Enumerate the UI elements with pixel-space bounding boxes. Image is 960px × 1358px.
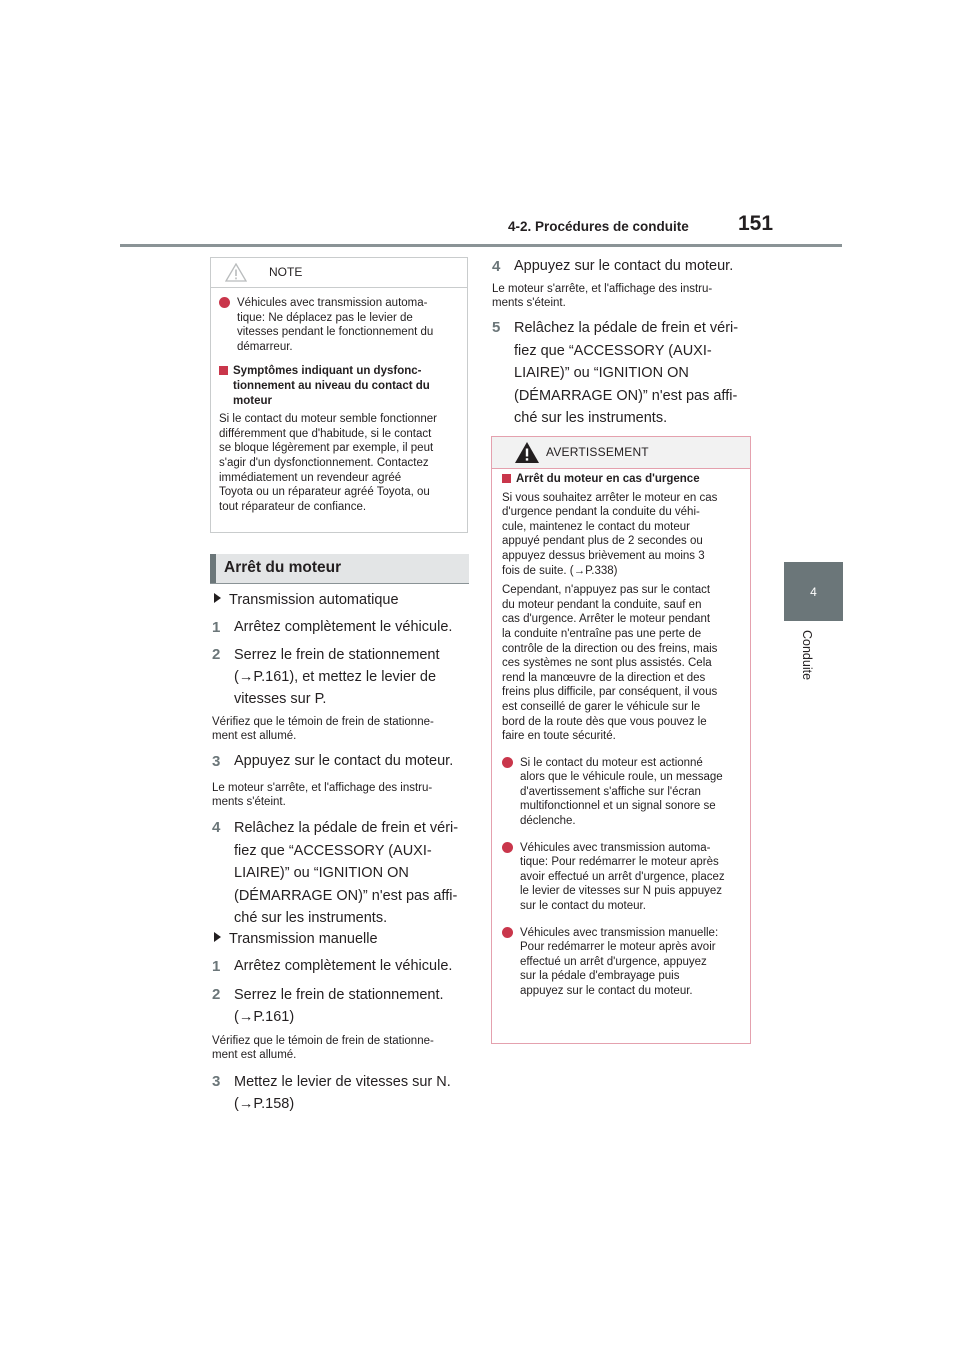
- note-heading-line: Symptômes indiquant un dysfonc-: [233, 365, 422, 378]
- step-number: 2: [212, 986, 221, 1003]
- warning-triangle-icon: [514, 441, 540, 464]
- warning-paragraph: [502, 583, 740, 744]
- note-paragraph-line: Si le contact du moteur semble fonctionner: [219, 413, 437, 426]
- warning-heading: [502, 472, 740, 487]
- warning-line: appuyez sur le contact du moteur.: [520, 985, 693, 997]
- header-rule: [120, 244, 842, 247]
- warning-line: Si le contact du moteur est actionné: [520, 756, 703, 769]
- automatic-transmission-lead: [214, 592, 399, 608]
- section-title: Arrêt du moteur: [224, 559, 342, 576]
- warning-line: contrôle de la direction ou des freins, mais: [502, 642, 718, 655]
- step-number: 3: [212, 1073, 221, 1090]
- warning-heading-line: Arrêt du moteur en cas d'urgence: [516, 473, 700, 485]
- step-line: Mettez le levier de vitesses sur N.: [234, 1074, 451, 1090]
- bullet-dot-icon: [219, 297, 230, 308]
- note-bullet-line: Véhicules avec transmission automa-: [237, 297, 428, 309]
- step-line: ché sur les instruments.: [234, 910, 388, 926]
- step-number: 1: [212, 958, 221, 975]
- note-paragraph-line: immédiatement un revendeur agréé: [219, 471, 402, 484]
- triangle-arrow-icon: [214, 932, 221, 942]
- lead-text: Transmission automatique: [229, 592, 399, 608]
- step-line: Serrez le frein de stationnement.: [234, 987, 444, 1003]
- step-line: Arrêtez complètement le véhicule.: [234, 958, 453, 974]
- caption-line: Le moteur s'arrête, et l'affichage des instru-: [492, 283, 713, 295]
- note-bullet-line: tique: Ne déplacez pas le levier de: [237, 311, 413, 324]
- step-line: Appuyez sur le contact du moteur.: [514, 258, 734, 274]
- warning-line: tique: Pour redémarrer le moteur après: [520, 856, 719, 869]
- warning-line: Véhicules avec transmission manuelle:: [520, 926, 719, 939]
- warning-line: Cependant, n'appuyez pas sur le contact: [502, 584, 711, 597]
- bullet-dot-icon: [502, 757, 513, 768]
- chapter-label: Conduite: [800, 630, 814, 681]
- step-line: LIAIRE)” ou “IGNITION ON: [234, 865, 409, 881]
- step-number: 3: [212, 753, 221, 770]
- step-line: fiez que “ACCESSORY (AUXI-: [234, 842, 432, 859]
- warning-paragraph: [502, 491, 740, 579]
- warning-title: AVERTISSEMENT: [546, 445, 649, 459]
- warning-line: cas d'urgence. Arrêter le moteur pendant: [502, 613, 711, 626]
- square-bullet-icon: [502, 474, 511, 483]
- warning-line: d'urgence pendant la conduite du véhi-: [502, 506, 700, 519]
- step-line: (→P.158): [234, 1096, 295, 1112]
- step-line: vitesses sur P.: [234, 691, 327, 707]
- warning-line: Pour redémarrer le moteur après avoir: [520, 941, 716, 954]
- warning-line: multifonctionnel et un signal sonore se: [520, 800, 716, 813]
- step-line: Serrez le frein de stationnement: [234, 647, 440, 663]
- warning-line: bord de la route dès que vous pouvez le: [502, 715, 707, 728]
- bullet-dot-icon: [502, 842, 513, 853]
- note-paragraph-line: différemment que d'habitude, si le contact: [219, 427, 432, 440]
- page-number: 151: [738, 212, 774, 235]
- caption: [212, 716, 434, 743]
- step-number: 4: [212, 819, 221, 836]
- warning-line: sur la pédale d'embrayage puis: [520, 970, 680, 983]
- warning-line: faire en toute sécurité.: [502, 730, 616, 743]
- step-line: (DÉMARRAGE ON)” n'est pas affi-: [514, 387, 738, 404]
- warning-line: effectué un arrêt d'urgence, appuyez: [520, 955, 707, 968]
- manual-transmission-lead: [214, 931, 378, 947]
- caption-line: ments s'éteint.: [492, 296, 566, 309]
- warning-bullet: [502, 926, 740, 999]
- caption: [212, 1035, 434, 1062]
- bullet-dot-icon: [502, 927, 513, 938]
- warning-line: rend la manœuvre de la direction et des: [502, 671, 706, 684]
- section-accent: [210, 554, 216, 583]
- warning-line: appuyez dessus brièvement au moins 3: [502, 549, 705, 562]
- note-bullet: [219, 296, 459, 354]
- step-line: Appuyez sur le contact du moteur.: [234, 753, 454, 769]
- warning-line: ces systèmes ne sont plus assistés. Cela: [502, 657, 712, 670]
- step-number: 4: [492, 258, 501, 275]
- note-heading-line: moteur: [233, 394, 272, 407]
- caption-line: Le moteur s'arrête, et l'affichage des instru-: [212, 782, 433, 794]
- warning-bullet: [502, 756, 740, 829]
- note-paragraph: [219, 412, 459, 514]
- triangle-arrow-icon: [214, 593, 221, 603]
- caption-line: ment est allumé.: [212, 729, 297, 742]
- caption-line: Vérifiez que le témoin de frein de stationne-: [212, 716, 434, 728]
- warning-line: Si vous souhaitez arrêter le moteur en cas: [502, 491, 718, 504]
- warning-line: du moteur pendant la conduite, sauf en: [502, 598, 702, 611]
- warning-box: [491, 436, 751, 1044]
- step-line: ché sur les instruments.: [514, 410, 668, 426]
- warning-line: fois de suite. (→P.338): [502, 564, 618, 577]
- warning-line: avoir effectué un arrêt d'urgence, placez: [520, 870, 725, 883]
- step-line: (→P.161): [234, 1009, 295, 1025]
- step-number: 2: [212, 646, 221, 663]
- caption-line: Vérifiez que le témoin de frein de stationne-: [212, 1035, 434, 1047]
- caption: [212, 782, 432, 809]
- chapter-label-container: [780, 630, 848, 690]
- warning-bullet: [502, 841, 740, 914]
- warning-line: alors que le véhicule roule, un message: [520, 771, 723, 784]
- note-paragraph-line: se bloque légèrement par exemple, il peut: [219, 442, 434, 455]
- section-heading: [210, 554, 469, 583]
- caption: [492, 283, 712, 310]
- step-line: Arrêtez complètement le véhicule.: [234, 619, 453, 635]
- warning-line: cule, maintenez le contact du moteur: [502, 520, 690, 533]
- warning-line: Véhicules avec transmission automa-: [520, 841, 711, 854]
- section-header: 4-2. Procédures de conduite: [508, 219, 689, 234]
- warning-line: freins plus difficile, par conséquent, il vous: [502, 686, 718, 699]
- note-heading-line: tionnement au niveau du contact du: [233, 379, 430, 392]
- note-bullet-line: démarreur.: [237, 340, 293, 353]
- chapter-number: 4: [810, 584, 817, 599]
- step-line: Relâchez la pédale de frein et véri-: [514, 320, 739, 336]
- note-paragraph-line: tout réparateur de confiance.: [219, 500, 367, 513]
- step-line: LIAIRE)” ou “IGNITION ON: [514, 365, 689, 381]
- warning-line: le levier de vitesses sur N puis appuyez: [520, 885, 722, 898]
- caption-line: ments s'éteint.: [212, 795, 286, 808]
- warning-line: déclenche.: [520, 815, 576, 828]
- warning-line: la conduite n'entraîne pas une perte de: [502, 627, 702, 640]
- section-rule: [210, 583, 469, 584]
- warning-header: [492, 437, 750, 469]
- note-bullet-line: vitesses pendant le fonctionnement du: [237, 326, 434, 339]
- caution-triangle-icon: [225, 263, 247, 282]
- square-bullet-icon: [219, 366, 228, 375]
- step-line: Relâchez la pédale de frein et véri-: [234, 820, 459, 836]
- warning-line: d'avertissement s'affiche sur l'écran: [520, 785, 701, 798]
- step-line: (DÉMARRAGE ON)” n'est pas affi-: [234, 887, 458, 904]
- caption-line: ment est allumé.: [212, 1048, 297, 1061]
- note-box: [210, 257, 468, 533]
- warning-line: sur le contact du moteur.: [520, 900, 646, 913]
- lead-text: Transmission manuelle: [229, 931, 378, 947]
- note-header: [211, 258, 467, 288]
- step-number: 1: [212, 619, 221, 636]
- note-heading: [219, 364, 459, 408]
- warning-line: est conseillé de garer le véhicule sur le: [502, 700, 701, 713]
- warning-line: appuyé pendant plus de 2 secondes ou: [502, 535, 703, 548]
- note-title: NOTE: [269, 265, 303, 279]
- chapter-tab: [784, 562, 843, 621]
- note-paragraph-line: Toyota ou un réparateur agréé Toyota, ou: [219, 486, 430, 499]
- step-line: (→P.161), et mettez le levier de: [234, 669, 437, 685]
- step-line: fiez que “ACCESSORY (AUXI-: [514, 342, 712, 359]
- step-number: 5: [492, 319, 501, 336]
- note-paragraph-line: s'agir d'un dysfonctionnement. Contactez: [219, 456, 429, 469]
